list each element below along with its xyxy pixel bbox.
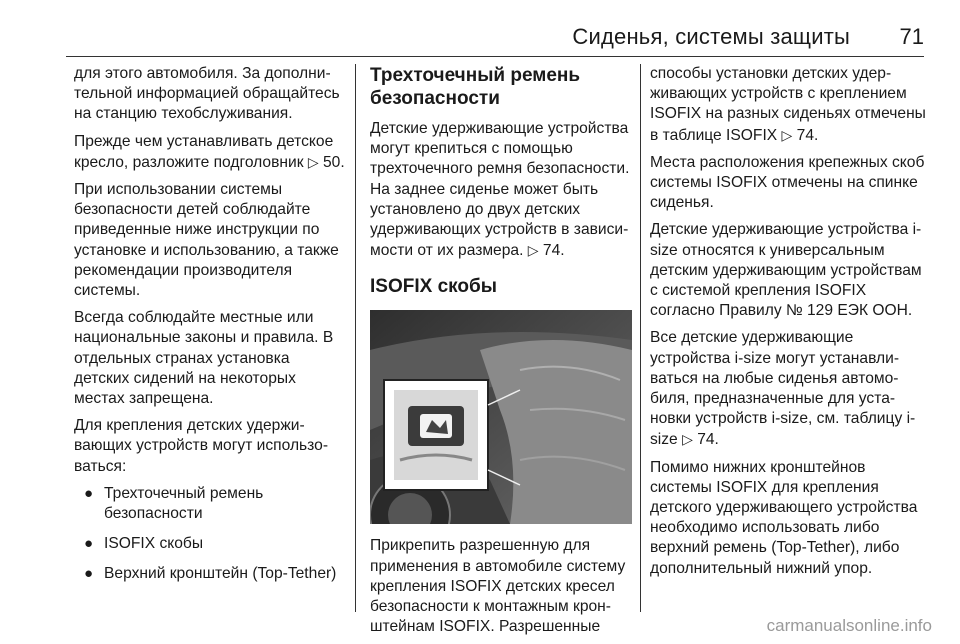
watermark: carmanualsonline.info [766, 616, 932, 635]
bullet-dot-icon: ● [84, 565, 94, 583]
list-item [74, 484, 346, 524]
isofix-seat-drawing [370, 310, 632, 524]
paragraph [370, 119, 632, 261]
column-divider-1 [355, 64, 356, 612]
section-title: Сиденья, системы защиты [572, 24, 850, 49]
column-1 [74, 64, 346, 595]
header-divider [66, 56, 924, 57]
bullet-dot-icon: ● [84, 484, 94, 502]
page-reference[interactable]: 74. [796, 126, 819, 144]
section-heading: ISOFIX скобы [370, 276, 497, 298]
column-3 [650, 64, 926, 586]
paragraph-text: Прежде чем устанавливать детское кресло, разложите подголовник [74, 132, 334, 171]
paragraph-text: способы установки детских удерживающих устройств с креплением ISOFIX на разных сиденьях отмечены в таблице ISOFIX [650, 65, 926, 144]
paragraph-text: Детские удерживающие устройства могут крепиться с помощью трехточечного ремня безопасности. На заднее сиденье может быть установлено до двух детских удерживающих устройств в зависимости от их размера. [370, 120, 630, 260]
paragraph [650, 64, 926, 146]
bullet-list [74, 484, 346, 585]
page-reference[interactable]: 74. [697, 431, 719, 449]
column-2 [370, 64, 632, 644]
list-item-text: Трехточечный ремень безопасности [104, 484, 264, 523]
paragraph: Помимо нижних кронштейнов системы ISOFIX для крепления детского удерживающего устройства необходимо использовать либо верхний ремень (Top-Tether), либо дополнительный нижний упор. [650, 458, 918, 577]
page-reference-icon[interactable]: ▷ [527, 242, 539, 259]
page-number: 71 [899, 24, 924, 49]
list-item-text: ISOFIX скобы [104, 535, 204, 553]
column-divider-2 [640, 64, 641, 612]
page-reference-icon[interactable]: ▷ [307, 153, 319, 170]
paragraph: Всегда соблюдайте местные или национальные законы и правила. В отдельных странах установка детских сидений на некоторых местах запрещена. [74, 309, 334, 408]
paragraph: При использовании системы безопасности детей соблюдайте приведенные ниже инструкции по установке и использованию, а также рекомендации производителя системы. [74, 181, 339, 300]
page-reference-icon[interactable]: ▷ [781, 126, 793, 143]
isofix-illustration [370, 310, 632, 524]
page-reference[interactable]: 50. [323, 153, 345, 171]
paragraph [74, 132, 346, 173]
paragraph: Прикрепить разрешенную для применения в автомобиле систему крепления ISOFIX детских кресел безопасности к монтажным кронштейнам ISOFIX. Разрешенные [370, 537, 626, 636]
list-item-text: Верхний кронштейн (Top-Tether) [104, 565, 337, 583]
paragraph: Места расположения крепежных скоб системы ISOFIX отмечены на спинке сиденья. [650, 153, 925, 212]
paragraph: Для крепления детских удерживающих устройств могут использоваться: [74, 417, 329, 475]
paragraph [650, 328, 926, 450]
bullet-dot-icon: ● [84, 535, 94, 553]
list-item [74, 564, 346, 584]
page-reference[interactable]: 74. [542, 242, 565, 260]
paragraph: Детские удерживающие устройства i-size относятся к универсальным детским удерживающим устройствам с системой крепления ISOFIX согласно Правилу № 129 ЕЭК ООН. [650, 221, 922, 320]
paragraph: для этого автомобиля. За дополнительной информацией обращайтесь на станцию техобслуживания. [74, 65, 340, 123]
section-heading: Трехточечный ремень безопасности [370, 65, 581, 109]
page-header [0, 0, 960, 58]
list-item [74, 534, 346, 554]
paragraph-text: Все детские удерживающие устройства i-size могут устанавливаться на любые сиденья автомобиля, предназначенные для установки устройств i-size, см. таблицу i-size [650, 329, 916, 449]
page-reference-icon[interactable]: ▷ [682, 431, 693, 448]
